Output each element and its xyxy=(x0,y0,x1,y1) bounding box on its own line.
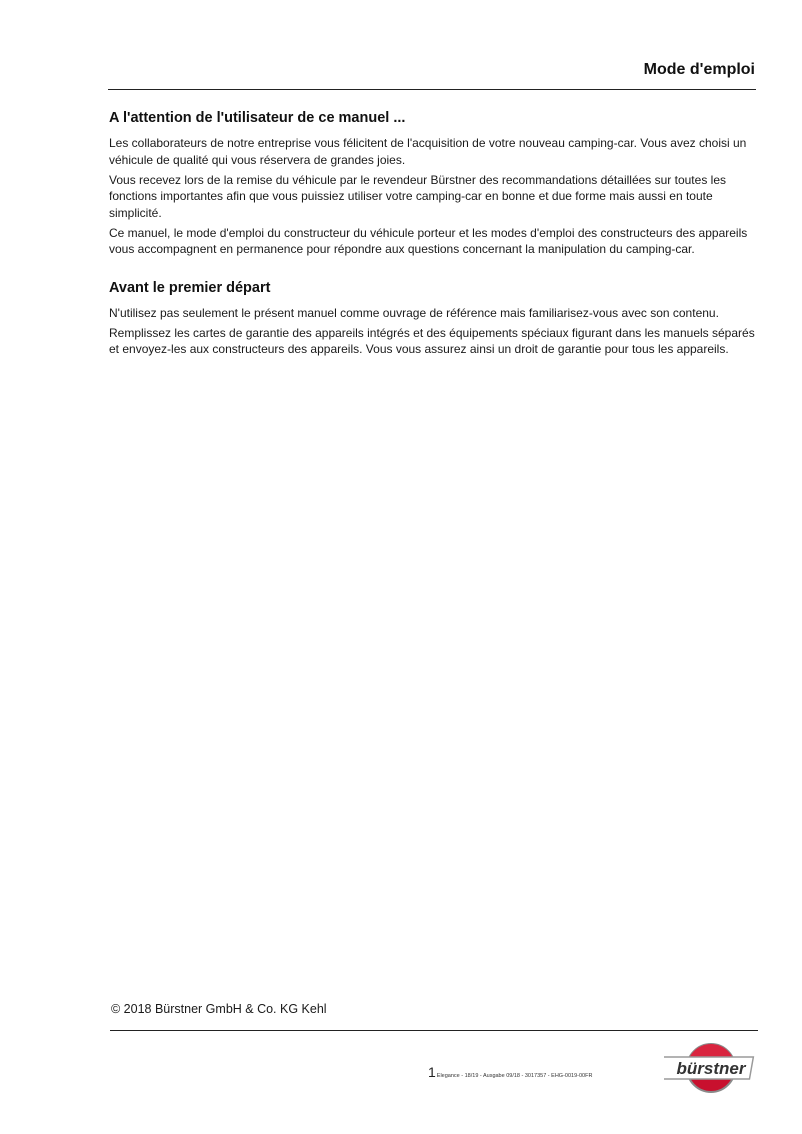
edition-code: Elegance - 18/19 - Ausgabe 09/18 - 3017357 - EHG-0019-00FR xyxy=(436,1073,593,1079)
footer-page-info xyxy=(428,1064,592,1080)
paragraph: Les collaborateurs de notre entreprise vous félicitent de l'acquisition de votre nouveau camping-car. Vous avez choisi un véhicule de qualité qui vous réservera de grandes joies. xyxy=(109,136,747,167)
page-header-title: Mode d'emploi xyxy=(643,61,755,78)
copyright-notice: © 2018 Bürstner GmbH & Co. KG Kehl xyxy=(111,1002,327,1016)
logo-text: bürstner xyxy=(676,1059,746,1078)
section-heading-user-attention: A l'attention de l'utilisateur de ce manuel ... xyxy=(109,110,406,126)
paragraph: Remplissez les cartes de garantie des appareils intégrés et des équipements spéciaux figurant dans les manuels séparés et envoyez-les aux constructeurs des appareils. Vous vous assurez ainsi un droit de garantie pour tous les appareils. xyxy=(109,325,755,356)
section-heading-before-departure: Avant le premier départ xyxy=(109,279,271,296)
paragraph: Vous recevez lors de la remise du véhicule par le revendeur Bürstner des recommandations détaillées sur toutes les fonctions importantes afin que vous puissiez utiliser votre camping-car en bonne et due forme mais aussi en toute simplicité. xyxy=(109,172,726,220)
burstner-logo xyxy=(664,1042,760,1099)
paragraph: N'utilisez pas seulement le présent manuel comme ouvrage de référence mais familiarisez-vous avec son contenu. xyxy=(109,305,719,320)
burstner-logo-graphic xyxy=(664,1042,760,1094)
footer-divider xyxy=(110,1030,758,1031)
main-content xyxy=(109,110,757,361)
page-number: 1 xyxy=(428,1064,436,1080)
header-divider xyxy=(108,89,756,90)
paragraph: Ce manuel, le mode d'emploi du constructeur du véhicule porteur et les modes d'emploi des constructeurs des appareils vous accompagnent en permanence pour répondre aux questions concernant la manipulation du camping-car. xyxy=(109,225,748,256)
